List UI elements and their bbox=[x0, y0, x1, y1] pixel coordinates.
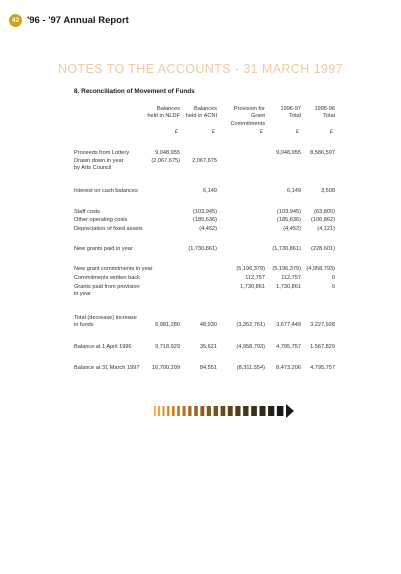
table-cell: 3,508 bbox=[321, 188, 335, 194]
column-header-line: 1995-96 bbox=[314, 106, 335, 112]
arrow-bar bbox=[194, 406, 198, 416]
arrow-head bbox=[286, 404, 294, 418]
note-heading: 8. Reconciliation of Movement of Funds bbox=[74, 88, 195, 95]
table-cell: 3,677,449 bbox=[276, 322, 301, 329]
arrow-bar bbox=[235, 406, 240, 416]
table-cell: (185,636) bbox=[277, 217, 301, 223]
row-label bbox=[74, 209, 100, 216]
table-cell: 0 bbox=[331, 275, 335, 281]
column-unit: £ bbox=[329, 129, 333, 135]
page-header bbox=[9, 13, 129, 27]
column-header-line: Total bbox=[289, 113, 301, 120]
table-cell: 2,067,675 bbox=[192, 158, 217, 164]
arrow-bar bbox=[251, 406, 257, 416]
column-header-line: Total bbox=[323, 113, 335, 120]
table-cell: (5,196,379) bbox=[236, 266, 265, 272]
page-number-badge: 42 bbox=[9, 14, 22, 27]
column-header-line: Balances bbox=[156, 106, 180, 112]
row-label-line: Grants paid from provision bbox=[74, 284, 140, 290]
table-cell: 48,930 bbox=[199, 322, 217, 329]
row-label bbox=[74, 150, 129, 157]
arrow-bar bbox=[154, 406, 156, 416]
row-label-line: Drawn down in year bbox=[74, 158, 124, 164]
table-cell: (185,636) bbox=[193, 217, 217, 223]
arrow-bar bbox=[243, 406, 248, 416]
arrow-bar bbox=[207, 406, 211, 416]
arrow-bar bbox=[268, 406, 274, 416]
table-cell: 4,795,757 bbox=[276, 344, 301, 350]
table-cell: 84,551 bbox=[199, 365, 217, 371]
row-label-line: Depreciation of fixed assets bbox=[74, 226, 143, 232]
column-header-line: Grant bbox=[251, 113, 265, 120]
table-cell: 8,473,206 bbox=[276, 365, 301, 371]
table-cell: 112,757 bbox=[245, 275, 265, 281]
column-header bbox=[186, 106, 217, 121]
row-label-line: in year bbox=[74, 291, 91, 298]
table-cell: (1,730,861) bbox=[272, 246, 301, 252]
table-cell: (8,311,554) bbox=[236, 365, 265, 371]
table-cell: (1,730,861) bbox=[188, 246, 217, 252]
report-title: '96 - '97 Annual Report bbox=[27, 14, 129, 26]
column-header-line: held in ACNI bbox=[185, 113, 217, 120]
table-cell: 112,757 bbox=[281, 275, 301, 281]
column-header-line: Balances bbox=[193, 106, 217, 112]
arrow-bar bbox=[214, 406, 218, 416]
table-cell: (4,958,793) bbox=[236, 344, 265, 350]
row-label bbox=[74, 284, 140, 299]
table-cell: (103,945) bbox=[277, 209, 301, 215]
row-label bbox=[74, 158, 123, 173]
table-cell: (4,958,793) bbox=[306, 266, 335, 272]
row-label-line: Balance at 31 March 1997 bbox=[74, 365, 140, 371]
table-cell: 6,149 bbox=[287, 188, 301, 194]
table-cell: 8,586,597 bbox=[310, 150, 335, 156]
row-label bbox=[74, 188, 138, 195]
column-header bbox=[147, 106, 180, 121]
row-label bbox=[74, 217, 127, 224]
table-cell: 16,700,209 bbox=[152, 365, 180, 371]
table-cell: (106,862) bbox=[311, 217, 335, 223]
table-cell: 1,730,861 bbox=[240, 284, 265, 290]
row-label-line: Total (decrease) increase bbox=[74, 315, 137, 321]
table-cell: (103,945) bbox=[193, 209, 217, 215]
row-label-line: by Arts Council bbox=[74, 165, 112, 172]
column-header-line: Provision for bbox=[233, 106, 265, 112]
decorative-arrow-strip bbox=[154, 404, 324, 418]
column-header bbox=[231, 106, 266, 128]
row-label-line: Interest on cash balances bbox=[74, 188, 138, 194]
row-label bbox=[74, 344, 132, 351]
column-header-line: 1996-97 bbox=[280, 106, 301, 112]
table-cell: 35,621 bbox=[199, 344, 217, 350]
row-label bbox=[74, 246, 133, 253]
table-cell: (4,452) bbox=[199, 226, 217, 232]
arrow-bar bbox=[163, 406, 165, 416]
table-cell: (63,800) bbox=[314, 209, 335, 215]
table-cell: 6,149 bbox=[203, 188, 217, 194]
section-title: NOTES TO THE ACCOUNTS - 31 MARCH 1997 bbox=[57, 62, 343, 76]
table-cell: 1,730,861 bbox=[276, 284, 301, 290]
table-cell: 9,048,955 bbox=[155, 150, 180, 156]
row-label-line: New grant commitments in year bbox=[74, 266, 153, 272]
table-cell: 9,048,955 bbox=[276, 150, 301, 156]
table-cell: 4,795,757 bbox=[310, 365, 335, 371]
arrow-bar bbox=[167, 406, 169, 416]
arrow-bar bbox=[221, 406, 226, 416]
table-cell: 3,227,928 bbox=[310, 322, 335, 329]
table-cell: 1,567,829 bbox=[310, 344, 335, 350]
column-header-line: held in NLDF bbox=[147, 113, 180, 120]
arrow-bar bbox=[172, 406, 175, 416]
arrow-bar bbox=[188, 406, 191, 416]
row-label-line: Balance at 1 April 1996 bbox=[74, 344, 132, 350]
column-header bbox=[314, 106, 335, 121]
row-label bbox=[74, 275, 140, 282]
arrow-bar bbox=[183, 406, 186, 416]
table-cell: (4,121) bbox=[317, 226, 335, 232]
arrow-bar bbox=[158, 406, 160, 416]
row-label bbox=[74, 266, 153, 273]
column-header-line: Commitments bbox=[230, 120, 265, 127]
table-cell: (5,196,379) bbox=[272, 266, 301, 272]
row-label-line: Staff costs bbox=[74, 209, 101, 215]
arrow-bar bbox=[200, 406, 204, 416]
table-cell: (3,352,761) bbox=[236, 322, 265, 329]
row-label-line: Other operating costs bbox=[74, 217, 128, 223]
row-label-line: in funds bbox=[74, 322, 94, 329]
row-label-line: Commitments written back bbox=[74, 275, 140, 281]
row-label-line: Proceeds from Lottery bbox=[74, 150, 130, 156]
table-cell: 9,718,929 bbox=[155, 344, 180, 350]
table-cell: (228,601) bbox=[311, 246, 335, 252]
table-cell: 0 bbox=[331, 284, 335, 290]
column-unit: £ bbox=[211, 129, 215, 135]
row-label bbox=[74, 226, 143, 233]
row-label bbox=[74, 365, 139, 372]
row-label bbox=[74, 315, 137, 330]
arrow-bar bbox=[228, 406, 233, 416]
row-label-line: New grants paid in year bbox=[74, 246, 133, 252]
table-cell: (2,067,675) bbox=[151, 158, 180, 164]
table-cell: (4,452) bbox=[283, 226, 301, 232]
arrow-bar bbox=[260, 406, 266, 416]
column-unit: £ bbox=[295, 129, 299, 135]
table-cell: 6,981,280 bbox=[155, 322, 180, 329]
column-unit: £ bbox=[259, 129, 263, 135]
arrow-bar bbox=[277, 406, 284, 416]
column-unit: £ bbox=[174, 129, 178, 135]
arrow-bar bbox=[177, 406, 180, 416]
column-header bbox=[280, 106, 301, 121]
